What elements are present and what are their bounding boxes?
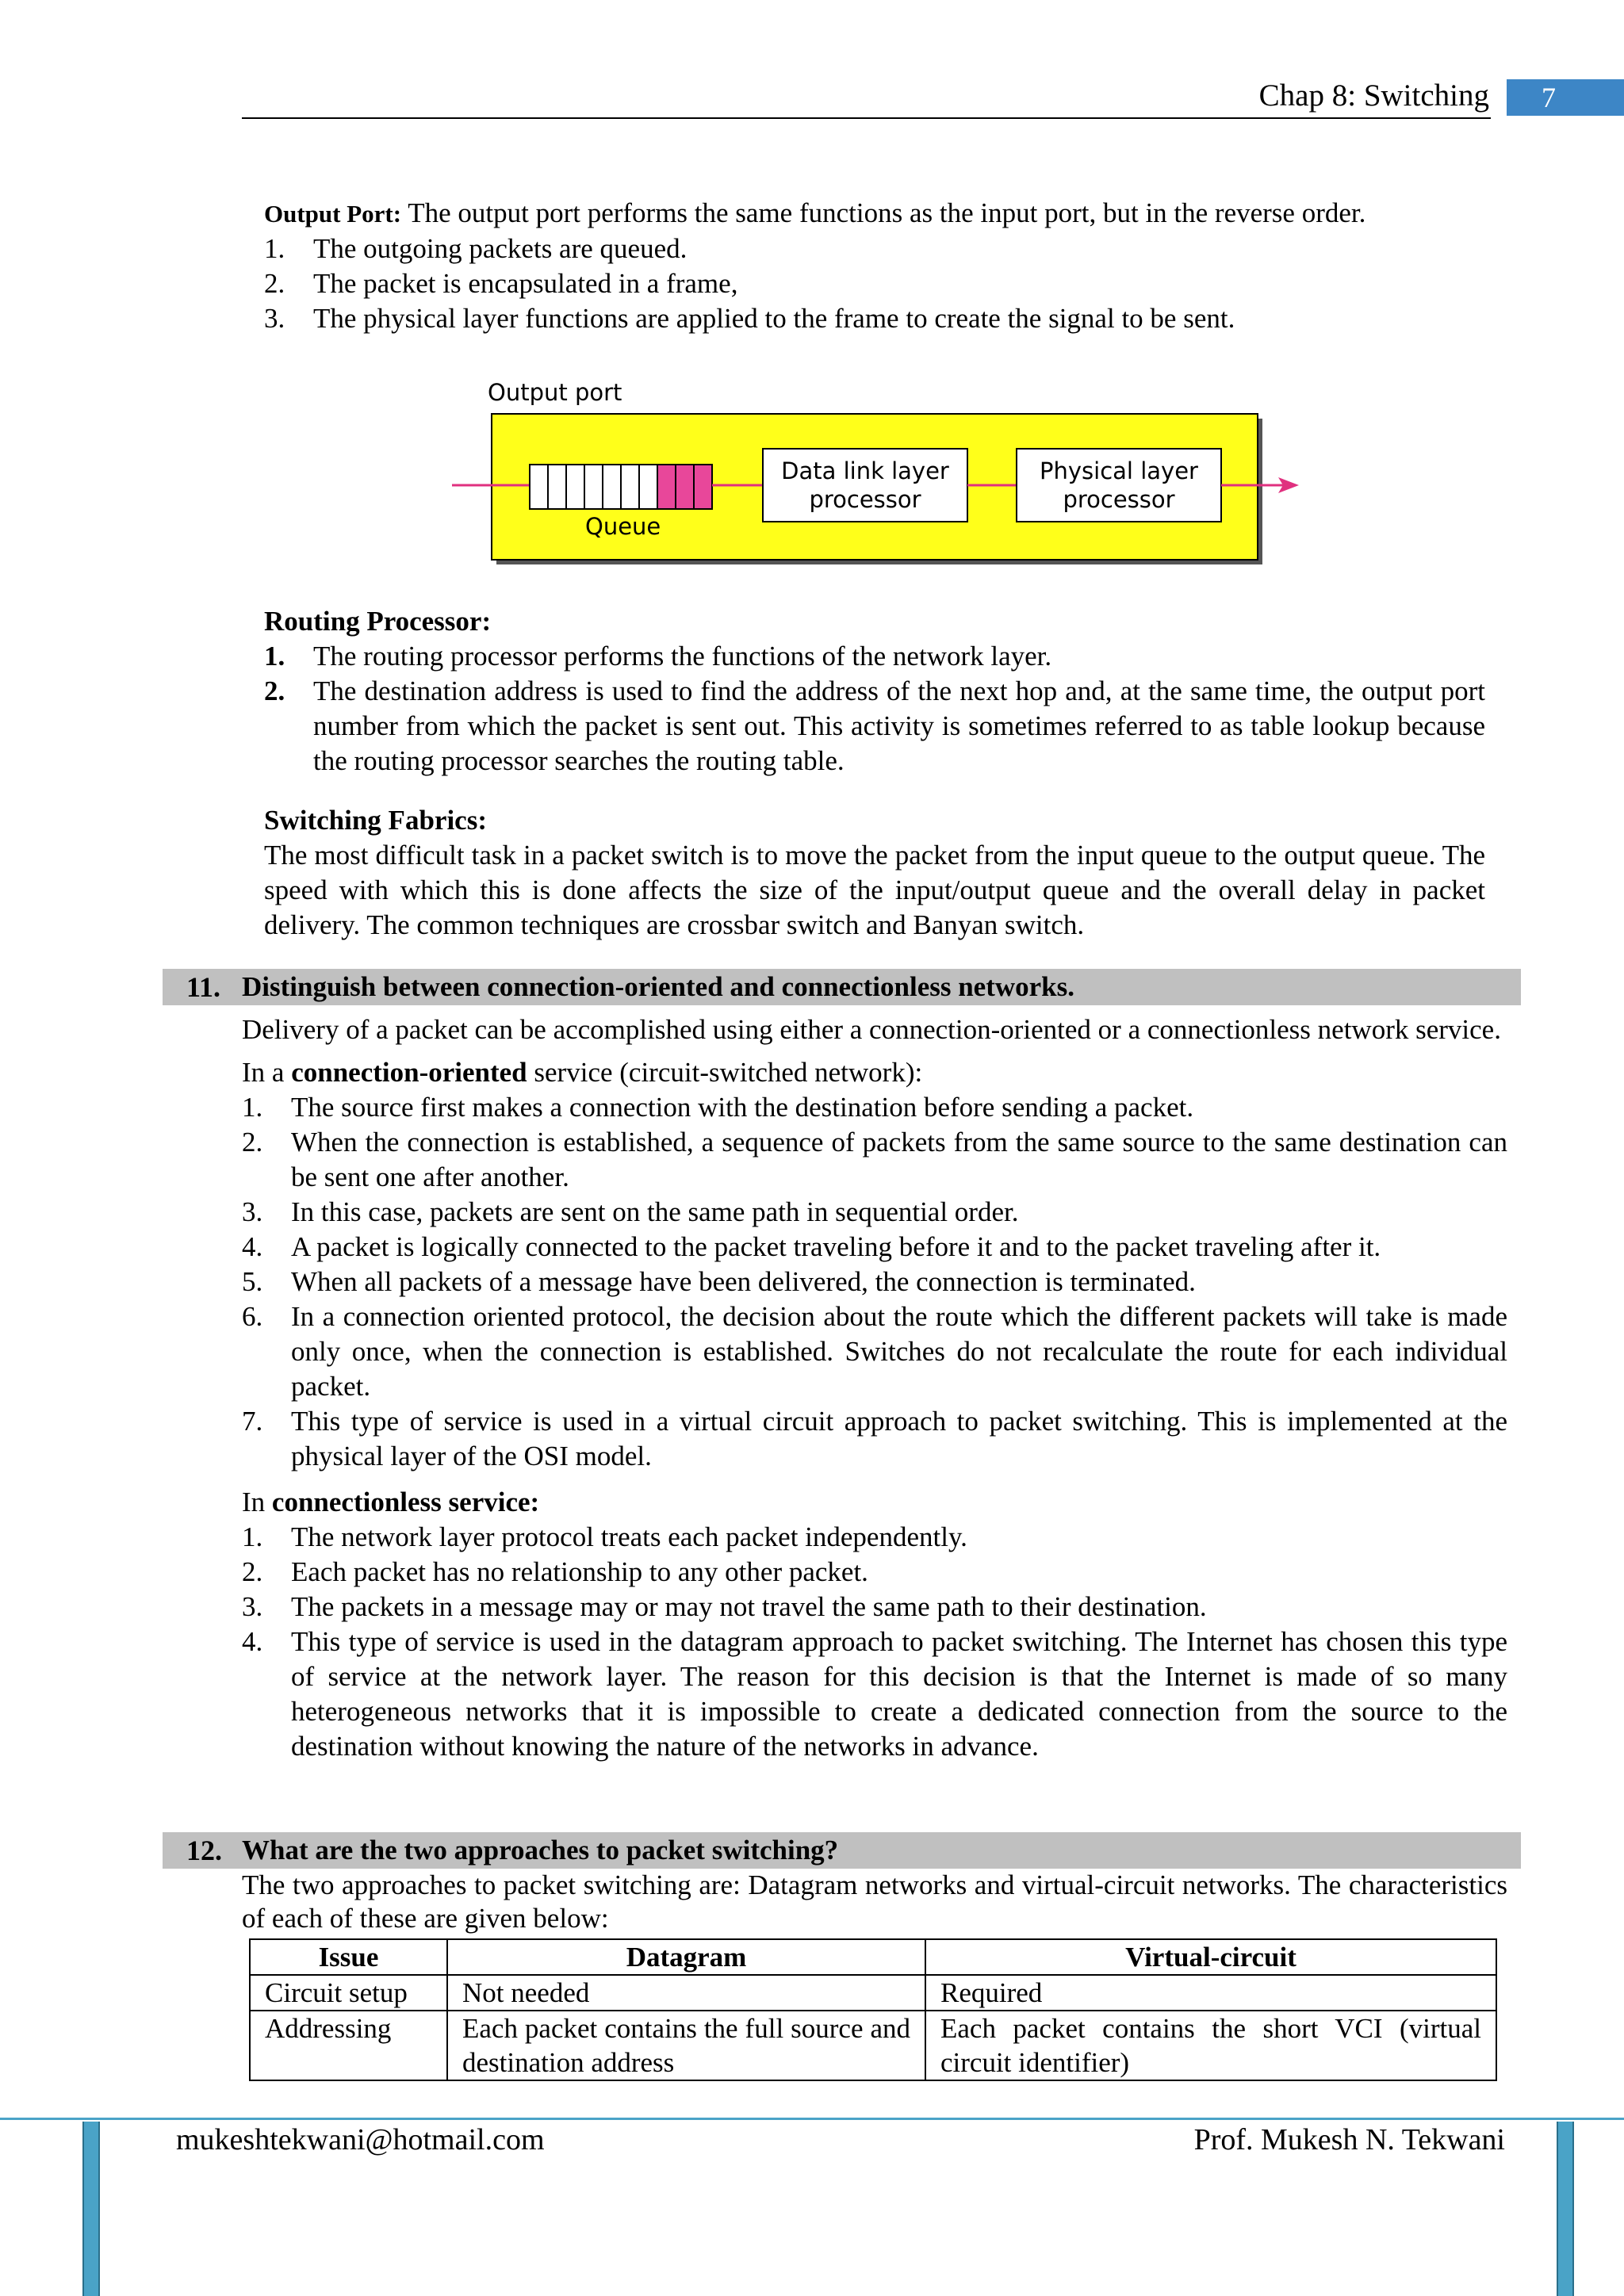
list-item: 2. The destination address is used to find the address of the next hop and, at the same time, the output port number from which the packet is sent out. This activity is sometimes referred to as table lookup because the routing processor searches the routing table. [264,675,1485,776]
routing-list [264,639,1485,779]
table-header-cell: Datagram [447,1939,925,1975]
comparison-table [249,1938,1497,2081]
q12-intro: The two approaches to packet switching are: Datagram networks and virtual-circuit networks. The characteristics of each of these are given below: [242,1869,1507,1934]
queue-cell [566,465,584,509]
question-number-11: 11. [186,971,221,1003]
fabrics-heading: Switching Fabrics: [264,805,487,836]
diagram-svg [444,373,1308,571]
list-item: 1. The outgoing packets are queued. [264,233,688,264]
output-port-section [264,196,1469,336]
chapter-title: Chap 8: Switching [1258,78,1489,113]
table-cell: Not needed [447,1975,925,2011]
table-row [250,1975,1496,2011]
list-item: 5. When all packets of a message have been delivered, the connection is terminated. [242,1266,1196,1297]
list-item: 3. The physical layer functions are applied to the frame to create the signal to be sent. [264,303,1235,334]
data-link-layer-label-1: Data link layer [781,457,949,484]
question-text-11: Distinguish between connection-oriented and connectionless networks. [242,971,1075,1002]
table-cell: Required [925,1975,1496,2011]
cl-list [242,1520,1507,1764]
output-port-diagram [444,373,1308,571]
list-item: 4. This type of service is used in the datagram approach to packet switching. The Internet has chosen this type of service at the network layer. The reason for this decision is that the Internet is made of so many heterogeneous networks that it is impossible to create a dedicated connection from the source to the destination without knowing the nature of the networks in advance. [242,1626,1507,1762]
co-heading: In a connection-oriented service (circuit-switched network): [242,1057,923,1088]
switching-fabrics-section [264,803,1485,943]
queue [530,465,712,509]
output-port-steps [264,232,1469,336]
physical-layer-label-2: processor [1063,486,1175,513]
q11-body [242,1012,1507,1764]
queue-cell [694,465,712,509]
table-cell: Each packet contains the full source and destination address [447,2011,925,2080]
table-cell: Circuit setup [250,1975,447,2011]
list-item: 2. When the connection is established, a sequence of packets from the same source to the same destination can be sent one after another. [242,1127,1507,1192]
queue-cell [548,465,566,509]
diagram-title: Output port [488,379,622,406]
output-port-heading: Output Port: [264,200,402,228]
list-item: 1. The network layer protocol treats each packet independently. [242,1521,967,1552]
question-text-12: What are the two approaches to packet switching? [242,1835,839,1866]
queue-cell [639,465,657,509]
routing-heading: Routing Processor: [264,606,492,637]
table-row [250,2011,1496,2080]
list-item: 1. The source first makes a connection with the destination before sending a packet. [242,1092,1194,1123]
list-item: 2. The packet is encapsulated in a frame, [264,268,738,299]
queue-cell [676,465,694,509]
queue-cell [584,465,603,509]
table-cell: Addressing [250,2011,447,2080]
output-port-intro [264,196,1469,232]
routing-processor-section [264,604,1485,779]
list-item: 1. The routing processor performs the functions of the network layer. [264,641,1052,672]
question-number-12: 12. [186,1835,222,1866]
footer-left-bar [82,2122,100,2296]
q12-body [242,1869,1507,1935]
table-header-row [250,1939,1496,1975]
footer-rule [0,2118,1624,2120]
data-link-layer-label-2: processor [809,486,921,513]
list-item: 7. This type of service is used in a virtual circuit approach to packet switching. This is implemented at the physical layer of the OSI model. [242,1406,1507,1471]
co-list [242,1090,1507,1474]
header-rule [242,117,1491,119]
cl-heading: In connectionless service: [242,1487,540,1517]
footer-author: Prof. Mukesh N. Tekwani [1193,2123,1505,2156]
list-item: 3. In this case, packets are sent on the same path in sequential order. [242,1196,1019,1227]
queue-cell [621,465,639,509]
list-item: 6. In a connection oriented protocol, the decision about the route which the different packets will take is made only once, when the connection is established. Switches do not recalculate the route for each individual packet. [242,1301,1507,1402]
queue-cell [657,465,676,509]
footer-email: mukeshtekwani@hotmail.com [176,2123,545,2156]
table-cell: Each packet contains the short VCI (virtual circuit identifier) [925,2011,1496,2080]
fabrics-body: The most difficult task in a packet switch is to move the packet from the input queue to the output queue. The speed with which this is done affects the size of the input/output queue and the overall delay in packet delivery. The common techniques are crossbar switch and Banyan switch. [264,840,1485,940]
physical-layer-label-1: Physical layer [1040,457,1198,484]
list-item: 2. Each packet has no relationship to any other packet. [242,1556,868,1587]
list-item: 4. A packet is logically connected to the packet traveling before it and to the packet traveling after it. [242,1231,1381,1262]
queue-label: Queue [585,513,661,540]
queue-cell [530,465,548,509]
q11-intro: Delivery of a packet can be accomplished using either a connection-oriented or a connectionless network service. [242,1014,1501,1045]
list-item: 3. The packets in a message may or may not travel the same path to their destination. [242,1591,1207,1622]
table-header-cell: Issue [250,1939,447,1975]
table-header-cell: Virtual-circuit [925,1939,1496,1975]
footer-right-bar [1557,2122,1574,2296]
output-port-intro-text: The output port performs the same functions as the input port, but in the reverse order. [408,197,1366,228]
page-number: 7 [1507,79,1624,116]
queue-cell [603,465,621,509]
